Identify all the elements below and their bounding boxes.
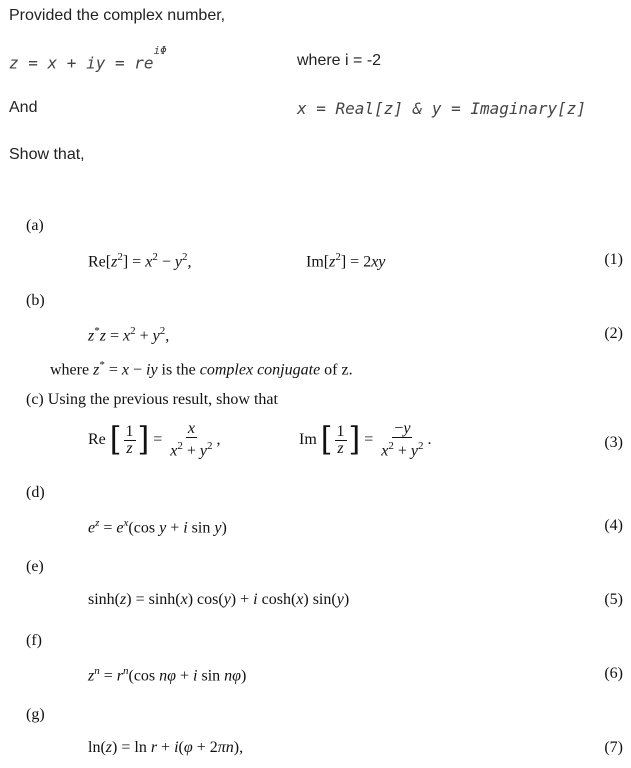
equation-f: $z^n = r^n(\cos$ nφ + i sin nφ) [88, 665, 247, 685]
and-definition: x = Real[z] & y = Imaginary[z] [297, 99, 586, 118]
equation-number-7: (7) [604, 739, 623, 756]
equation-a-im: $Im[z^2] = 2xy$ [306, 251, 386, 271]
item-c-label: (c) Using the previous result, show that [26, 391, 278, 408]
item-d-label: (d) [26, 484, 45, 501]
and-label: And [9, 99, 38, 116]
equation-c-re: Re [ $\frac{1}{z}$ ] = $\frac{x}{x^2 + y^2}$ , [88, 420, 221, 460]
equation-c-im: Im [ $\frac{1}{z}$ ] = $\frac{-y}{x^2 + y^2}$ . [299, 420, 432, 460]
show-that-text: Show that, [9, 146, 85, 163]
equation-number-5: (5) [604, 591, 623, 608]
equation-b: $z^*z = x^2 + y^2$, [88, 325, 170, 345]
equation-number-4: (4) [604, 517, 623, 534]
equation-number-1: (1) [604, 251, 623, 268]
definition-exponent: iΦ [153, 44, 167, 57]
item-f-label: (f) [26, 632, 42, 649]
definition-where: where i = -2 [297, 52, 382, 69]
equation-number-3: (3) [604, 434, 623, 451]
equation-g: ln(z) = ln r + i(φ + 2πn), [88, 739, 244, 756]
conjugate-note: where z* = x − iy is the complex conjugate of z. [50, 359, 353, 379]
equation-number-2: (2) [604, 325, 623, 342]
equation-a-re: $Re[z^2] = x^2 - y^2$, [88, 251, 192, 271]
item-g-label: (g) [26, 706, 45, 723]
item-b-label: (b) [26, 292, 45, 309]
item-e-label: (e) [26, 558, 44, 575]
intro-text: Provided the complex number, [9, 7, 226, 24]
item-a-label: (a) [26, 217, 44, 234]
equation-number-6: (6) [604, 665, 623, 682]
equation-d: $e^z = e^x(\cos$ y + i sin y) [88, 517, 227, 537]
definition-lhs: z = x + iy = re [9, 53, 154, 73]
equation-e: sinh(z) = sinh(x) cos(y) + i cosh(x) sin(y) [88, 591, 350, 608]
